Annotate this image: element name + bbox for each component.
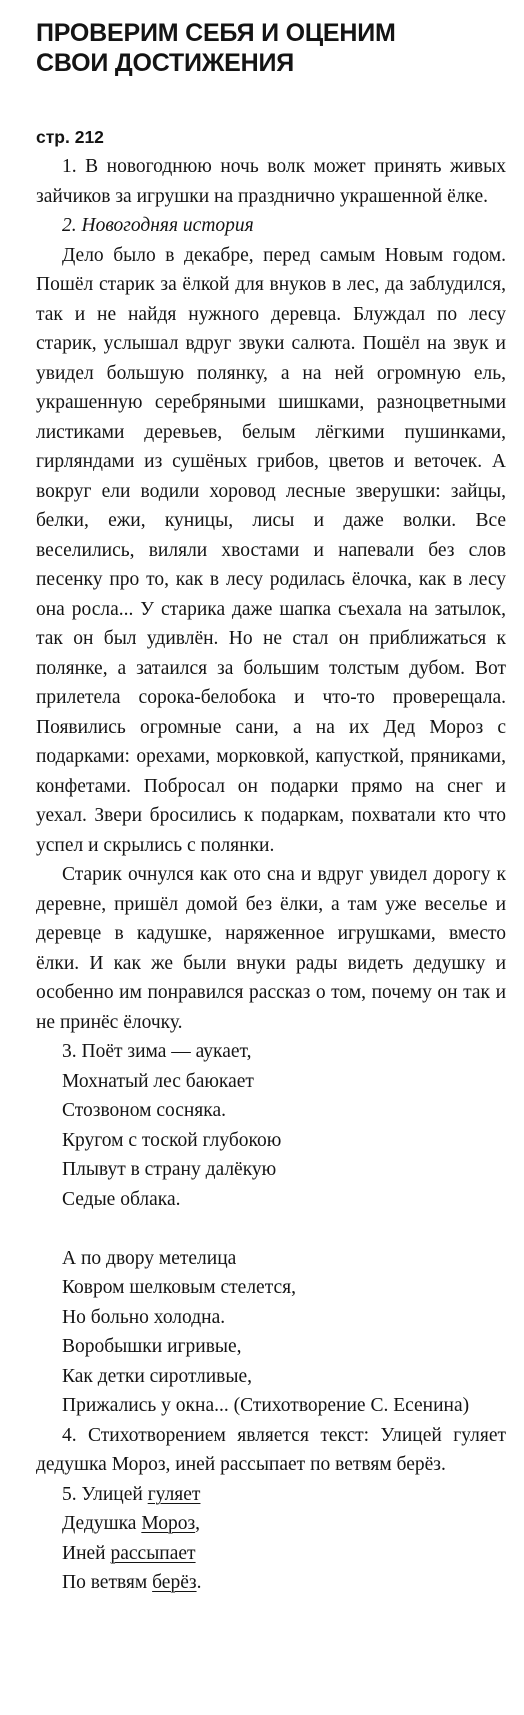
poem-line: Как детки сиротливые, <box>62 1365 253 1387</box>
underlined-word: гуляет <box>147 1483 201 1505</box>
underlined-word: берёз <box>152 1572 197 1593</box>
answer-5-line-3: Иней рассыпает <box>62 1542 196 1564</box>
page-reference: стр. 212 <box>36 127 104 147</box>
poem-line: Седые облака. <box>62 1188 181 1210</box>
underlined-word: Мороз <box>141 1513 196 1534</box>
poem-last-line: Прижались у окна... (Стихотворение С. Есенина) <box>62 1395 470 1416</box>
underlined-word: рассыпает <box>110 1542 196 1564</box>
title-line-2: СВОИ ДОСТИЖЕНИЯ <box>36 49 295 77</box>
poem-line: Стозвоном сосняка. <box>62 1100 226 1121</box>
poem-line: Мохнатый лес баюкает <box>62 1070 254 1092</box>
answer-2-label: 2. Новогодняя история <box>62 215 254 236</box>
poem-line: Плывут в страну далёкую <box>62 1159 277 1180</box>
title-line-1: ПРОВЕРИМ СЕБЯ И ОЦЕНИМ <box>36 19 396 47</box>
answer-1: 1. В новогоднюю ночь волк может принять живых зайчиков за игрушки на празднично украшенной ёлке. <box>36 156 506 207</box>
story-paragraph-1: Дело было в декабре, перед самым Новым годом. Пошёл старик за ёлкой для внуков в лес, да заблудился, так и не найдя нужного деревца. Блуждал по лесу старик, услышал вдруг звуки салюта. Пошёл на звук и увидел большую полянку, а на ней огромную ель, украшенную серебряными шишками, разноцветными листиками деревьев, белым лёгкими пушинками, гирляндами из сушёных грибов, цветов и веточек. А вокруг ели водили хоровод лесные зверушки: зайцы, белки, ежи, куницы, лисы и даже волки. Все веселились, виляли хвостами и напевали без слов песенку про то, как в лесу родилась ёлочка, как в лесу она росла... У старика даже шапка съехала на затылок, так он был удивлён. Но не стал он приближаться к полянке, а затаился за большим толстым дубом. Вот прилетела сорока-белобока и что-то проверещала. Появились огромные сани, а на их Дед Мороз с подарками: орехами, морковкой, капусткой, пряниками, конфетами. Побросал он подарки прямо на снег и уехал. Звери бросились к подаркам, похватали кто что успел и скрылись с полянки. <box>36 244 506 856</box>
answer-5 <box>36 1480 506 1598</box>
answer-4: 4. Стихотворением является текст: Улицей гуляет дедушка Мороз, иней рассыпает по ветвям берёз. <box>36 1424 506 1475</box>
answer-5-line-4: По ветвям берёз. <box>62 1572 202 1593</box>
story-paragraph-2: Старик очнулся как ото сна и вдруг увидел дорогу к деревне, пришёл домой без ёлки, а там уже веселье и деревце в кадушке, наряженное игрушками, вместо ёлки. И как же были внуки рады видеть дедушку и особенно им понравился рассказ о том, почему он так и не принёс ёлочку. <box>36 864 506 1033</box>
answer-5-line-2: Дедушка Мороз, <box>62 1513 201 1534</box>
answer-5-line-1: 5. Улицей гуляет <box>62 1483 201 1505</box>
poem-first-line: 3. Поёт зима — аукает, <box>62 1041 252 1062</box>
poem-line: Но больно холодна. <box>62 1306 226 1328</box>
page-title <box>36 18 506 78</box>
poem-line: Ковром шелковым стелется, <box>62 1277 296 1298</box>
poem-line: А по двору метелица <box>62 1247 237 1269</box>
poem-line: Воробышки игривые, <box>62 1336 242 1357</box>
poem <box>36 1037 506 1391</box>
poem-line: Кругом с тоской глубокою <box>62 1129 282 1151</box>
